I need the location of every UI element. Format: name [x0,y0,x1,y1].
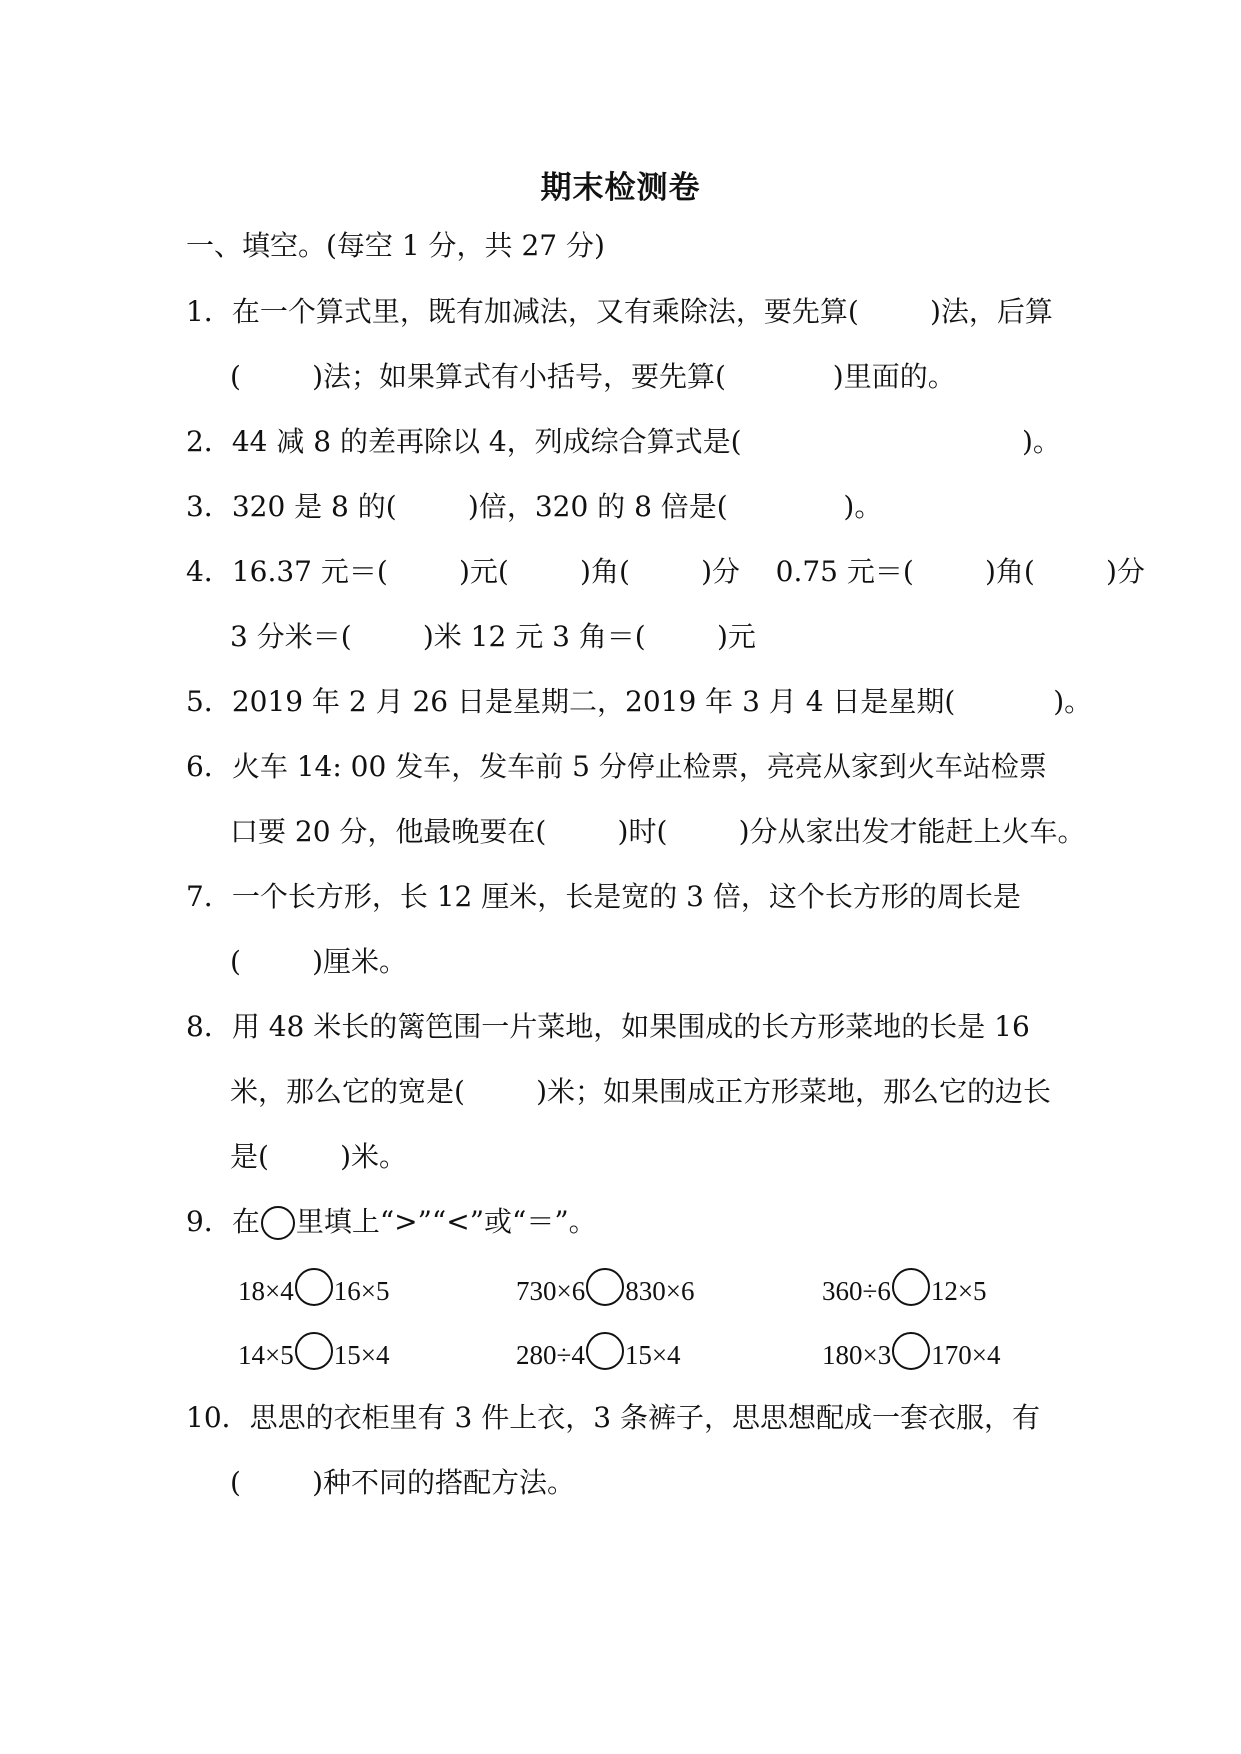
answer-circle[interactable] [586,1332,624,1370]
comparison-left: 280÷4 [516,1340,585,1370]
answer-circle[interactable] [892,1268,930,1306]
comparison-item [516,1268,694,1311]
circle-blank-icon [261,1206,295,1240]
comparison-right: 12×5 [930,1276,987,1306]
answer-circle[interactable] [586,1268,624,1306]
question-9-instruction [186,1202,597,1242]
question-8-line-1: 8．用 48 米长的篱笆围一片菜地，如果围成的长方形菜地的长是 16 [186,1010,1030,1043]
question-4-line-2: 3 分米＝( )米 12 元 3 角＝( )元 [230,620,756,653]
answer-circle[interactable] [892,1332,930,1370]
page-title: 期末检测卷 [540,170,701,206]
question-1-line-1: 1．在一个算式里，既有加减法，又有乘除法，要先算( )法，后算 [186,295,1053,328]
comparison-left: 14×5 [238,1340,294,1370]
answer-circle[interactable] [295,1268,333,1306]
question-2-text: 2．44 减 8 的差再除以 4，列成综合算式是( [186,425,742,458]
question-6-line-2: 口要 20 分，他最晚要在( )时( )分从家出发才能赶上火车。 [230,815,1086,848]
comparison-right: 170×4 [931,1340,1001,1370]
comparison-item [822,1268,987,1311]
comparison-item [238,1332,389,1375]
question-3-text: 3．320 是 8 的( )倍，320 的 8 倍是( )。 [186,490,883,523]
question-9-suffix: 里填上“>”“<”或“＝”。 [295,1205,597,1238]
comparison-left: 730×6 [516,1276,586,1306]
question-9-prefix: 9．在 [186,1205,260,1238]
question-1-line-2: ( )法；如果算式有小括号，要先算( )里面的。 [230,360,956,393]
question-6-line-1: 6．火车 14: 00 发车，发车前 5 分停止检票，亮亮从家到火车站检票 [186,750,1047,783]
comparison-right: 15×4 [333,1340,390,1370]
comparison-left: 18×4 [238,1276,294,1306]
comparison-item [516,1332,681,1375]
question-7-line-1: 7．一个长方形，长 12 厘米，长是宽的 3 倍，这个长方形的周长是 [186,880,1021,913]
comparison-right: 830×6 [625,1276,695,1306]
answer-circle[interactable] [295,1332,333,1370]
section-heading: 一、填空。(每空 1 分，共 27 分) [186,229,605,262]
question-5-text: 5．2019 年 2 月 26 日是星期二，2019 年 3 月 4 日是星期( )。 [186,685,1093,718]
question-8-line-3: 是( )米。 [230,1140,408,1173]
comparison-item [822,1332,1000,1375]
comparison-left: 360÷6 [822,1276,891,1306]
question-4-line-1: 4．16.37 元＝( )元( )角( )分 0.75 元＝( )角( )分 [186,555,1145,588]
question-8-line-2: 米，那么它的宽是( )米；如果围成正方形菜地，那么它的边长 [230,1075,1052,1108]
question-7-line-2: ( )厘米。 [230,945,408,978]
question-2-closing: )。 [1022,425,1061,458]
comparison-right: 15×4 [624,1340,681,1370]
comparison-right: 16×5 [333,1276,390,1306]
comparison-item [238,1268,389,1311]
comparison-left: 180×3 [822,1340,892,1370]
question-10-line-1: 10．思思的衣柜里有 3 件上衣，3 条裤子，思思想配成一套衣服，有 [186,1401,1040,1434]
question-10-line-2: ( )种不同的搭配方法。 [230,1466,576,1499]
